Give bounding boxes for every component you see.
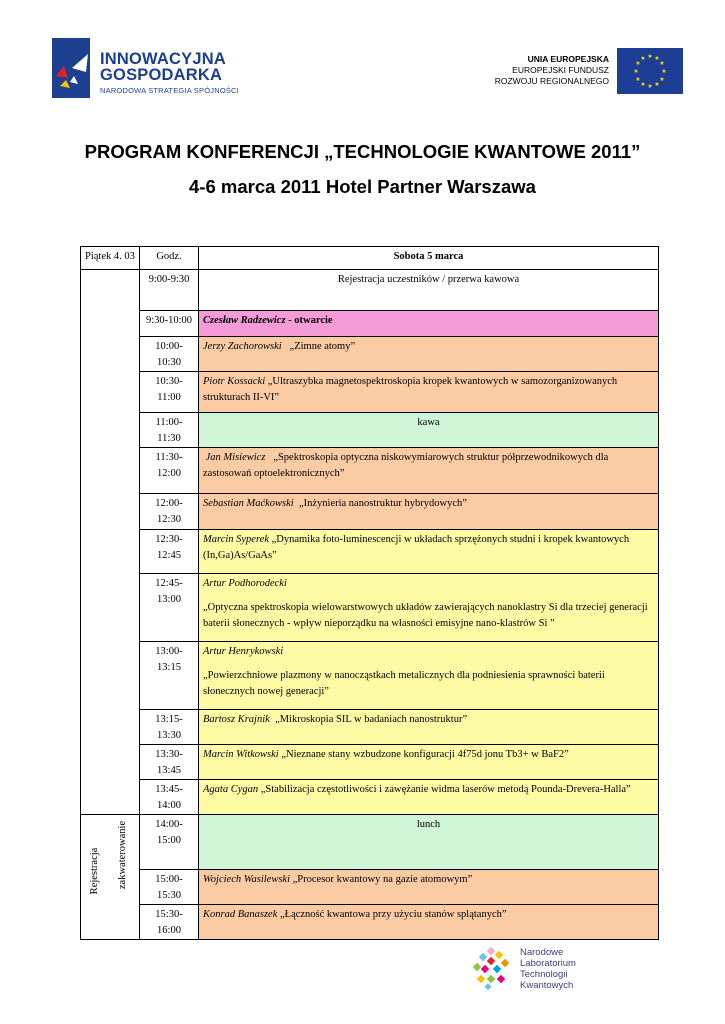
table-header-row [81,247,659,270]
row-talk [199,311,659,337]
friday-registration-cell [81,815,140,940]
row-talk [199,745,659,780]
row-time: 9:00-9:30 [140,270,199,311]
svg-text:★: ★ [635,76,641,83]
row-speaker: Wojciech Wasilewski [203,874,291,885]
page-title: PROGRAM KONFERENCJI „TECHNOLOGIE KWANTOWE 2011” [84,141,641,162]
header-program-label: Sobota 5 marca [393,251,464,262]
row-time: 11:30-12:00 [140,448,199,494]
innowacyjna-gospodarka-logo [52,36,252,100]
row-text: - otwarcie [285,315,333,326]
row-speaker: Czesław Radzewicz [203,315,286,326]
svg-text:★: ★ [661,68,667,75]
row-time: 11:00-11:30 [140,413,199,448]
friday-column-empty [81,270,140,815]
row-talk [199,870,659,905]
table-row [81,530,659,574]
row-time: 12:45-13:00 [140,574,199,642]
table-row [81,372,659,413]
row-talk [199,337,659,372]
row-text: „Spektroskopia optyczna niskowymiarowych struktur półprzewodnikowych dla zastosowań optoelektronicznych” [203,452,609,479]
table-row [81,710,659,745]
row-speaker: Konrad Banaszek [203,909,278,920]
row-talk [199,710,659,745]
row-text: „Mikroskopia SIL w badaniach nanostruktur” [275,714,468,725]
row-text: „Powierzchniowe plazmony w nanocząstkach metalicznych dla podniesienia sprawności baterii słonecznych nowej generacji” [203,670,605,697]
nltk-emblem-icon [472,946,516,990]
svg-text:★: ★ [647,83,653,90]
table-row [81,311,659,337]
row-time: 9:30-10:00 [140,311,199,337]
row-speaker: Marcin Witkowski [203,749,279,760]
row-speaker: Sebastian Maćkowski [203,498,294,509]
schedule-table [80,246,659,940]
svg-text:★: ★ [633,68,639,75]
table-row [81,745,659,780]
innowacyjna-gospodarka-emblem-icon [52,38,90,98]
eu-logo-line1: UNIA EUROPEJSKA [527,54,609,64]
header-day: Piątek 4. 03 [81,247,140,270]
row-speaker: Marcin Syperek [203,534,269,545]
header-program [199,247,659,270]
row-speaker: Artur Podhorodecki [203,578,287,589]
row-talk [199,494,659,530]
svg-text:★: ★ [647,53,653,60]
row-time: 10:30-11:00 [140,372,199,413]
svg-text:★: ★ [659,60,665,67]
nltk-logo-text [520,947,576,991]
row-text: „Inżynieria nanostruktur hybrydowych” [298,498,467,509]
row-speaker: Jan Misiewicz [205,452,266,463]
row-time: 12:00-12:30 [140,494,199,530]
header-time: Godz. [140,247,199,270]
table-row [81,642,659,710]
row-text: „Dynamika foto-luminescencji w układach sprzężonych studni i kropek kwantowych (In,Ga)As/GaAs” [203,534,630,561]
row-talk [199,905,659,940]
row-speaker: Jerzy Zachorowski [203,341,282,352]
page-subtitle: 4-6 marca 2011 Hotel Partner Warszawa [189,176,536,197]
svg-text:★: ★ [635,60,641,67]
table-row [81,780,659,815]
row-time: 10:00-10:30 [140,337,199,372]
row-text: kawa [199,413,659,448]
row-speaker: Bartosz Krajnik [203,714,270,725]
svg-text:★: ★ [654,55,660,62]
eu-fund-text [495,54,609,87]
table-row [81,494,659,530]
row-time: 15:00-15:30 [140,870,199,905]
row-text: „Zimne atomy” [289,341,356,352]
ig-logo-line2: GOSPODARKA [100,66,223,84]
ig-logo-line1: INNOWACYJNA [100,50,226,68]
row-speaker: Agata Cygan [203,784,259,795]
registration-label-line1: Rejestracja [89,847,100,895]
row-time: 13:00-13:15 [140,642,199,710]
eu-flag-icon [617,48,683,94]
row-text: „Procesor kwantowy na gazie atomowym” [292,874,473,885]
row-text: „Nieznane stany wzbudzone konfiguracji 4f75d jonu Tb3+ w BaF2” [281,749,569,760]
row-speaker: Artur Henrykowski [203,646,284,657]
row-time: 13:15-13:30 [140,710,199,745]
row-talk [199,574,659,642]
table-row [81,270,659,311]
table-row [81,448,659,494]
table-row [81,815,659,870]
row-talk [199,780,659,815]
svg-text:★: ★ [659,76,665,83]
table-row [81,905,659,940]
ig-logo-line3: NARODOWA STRATEGIA SPÓJNOŚCI [100,86,239,95]
row-time: 14:00-15:00 [140,815,199,870]
svg-text:★: ★ [640,81,646,88]
eu-logo-line3: ROZWOJU REGIONALNEGO [494,76,609,86]
row-speaker: Piotr Kossacki [203,376,266,387]
table-row [81,870,659,905]
row-text: „Ultraszybka magnetospektroskopia kropek kwantowych w samozorganizowanych strukturach II-VI” [203,376,618,403]
row-talk [199,448,659,494]
nltk-line4: Kwantowych [520,980,574,991]
nltk-line3: Technologii [520,969,568,980]
row-text: lunch [199,815,659,870]
row-text: „Stabilizacja częstotliwości i zawężanie widma laserów metodą Pounda-Drevera-Halla” [260,784,631,795]
table-row [81,574,659,642]
row-talk [199,530,659,574]
row-time: 12:30-12:45 [140,530,199,574]
svg-text:★: ★ [654,81,660,88]
nltk-line2: Laboratorium [520,958,576,969]
row-text: „Łączność kwantowa przy użyciu stanów splątanych” [280,909,507,920]
registration-label-line2: zakwaterowanie [117,820,128,890]
eu-logo-line2: EUROPEJSKI FUNDUSZ [512,65,609,75]
svg-text:★: ★ [640,55,646,62]
row-time: 13:45-14:00 [140,780,199,815]
table-row [81,337,659,372]
row-time: 15:30-16:00 [140,905,199,940]
row-talk [199,642,659,710]
row-text: Rejestracja uczestników / przerwa kawowa [199,270,659,311]
table-row [81,413,659,448]
nltk-line1: Narodowe [520,947,564,958]
row-talk [199,372,659,413]
row-text: „Optyczna spektroskopia wielowarstwowych układów zawierających nanoklastry Si dla trzeciej generacji baterii słonecznych - wpływ nieporządku na własności emisyjne nano-klastrów Si ” [203,602,648,629]
row-time: 13:30-13:45 [140,745,199,780]
eu-fund-logo [488,48,683,94]
registration-vertical-label [81,815,139,925]
nltk-logo [472,946,612,992]
